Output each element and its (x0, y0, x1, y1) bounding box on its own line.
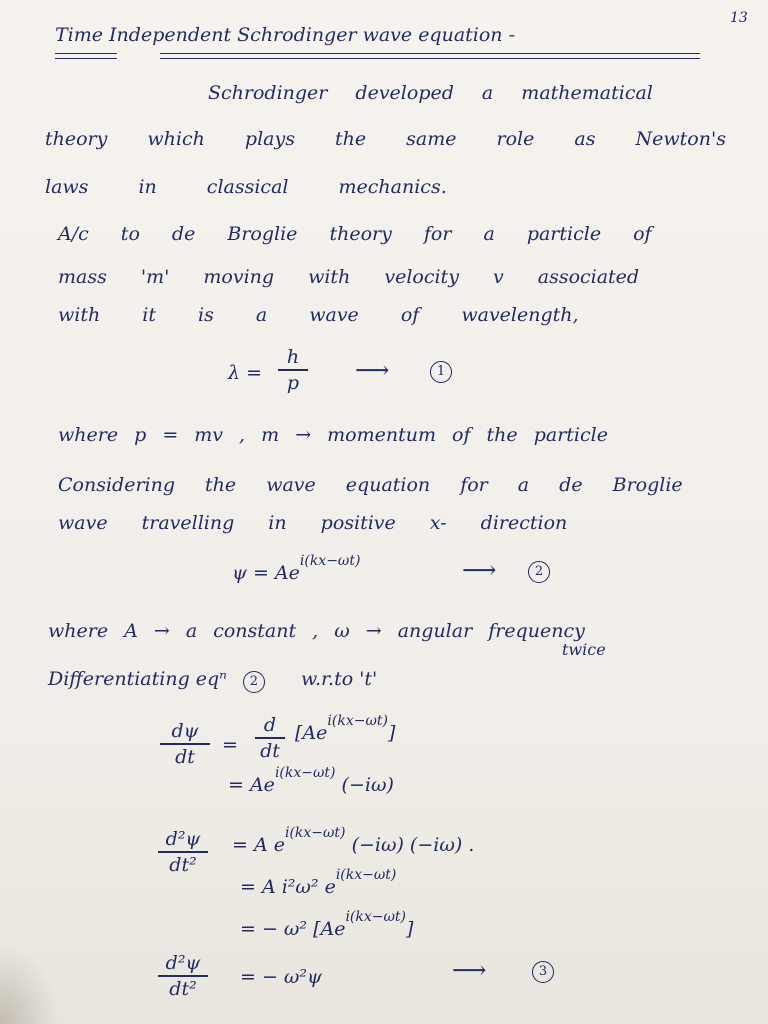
eq1-lhs: λ = (228, 362, 263, 384)
d2-line2-exponent: i(kx−ωt) (335, 867, 397, 883)
intro-line-5: mass 'm' moving with velocity v associated (58, 266, 640, 288)
d2-line1-exponent: i(kx−ωt) (284, 825, 346, 841)
d2-line1-base: = A e (232, 834, 285, 856)
intro-line-1: Schrodinger developed a mathematical (208, 82, 653, 104)
d1-lhs-fraction (160, 720, 210, 768)
d1-operator-denominator: dt (260, 740, 280, 762)
d2-line3-exponent: i(kx−ωt) (345, 909, 407, 925)
fraction-bar (158, 975, 208, 977)
d2-line2-base: = A i²ω² e (240, 876, 336, 898)
eq2-arrow: ⟶ (462, 556, 497, 584)
eq3-arrow: ⟶ (452, 956, 487, 984)
eq2-number (528, 558, 550, 583)
page-shadow (0, 944, 60, 1024)
eq1-numerator: h (286, 346, 300, 368)
intro-line-2: theory which plays the same role as Newton's (45, 128, 726, 150)
d1-line2-tail: (−iω) (341, 774, 394, 796)
d2-lhs-denominator: dt² (169, 854, 197, 876)
eq3-label: 3 (532, 961, 554, 983)
eq2-base: ψ = Ae (232, 562, 300, 584)
d1-exponent: i(kx−ωt) (327, 713, 388, 729)
intro-line-3: laws in classical mechanics. (45, 176, 447, 198)
d1-operator-numerator: d (263, 714, 277, 736)
d1-lhs-numerator: dψ (171, 720, 199, 742)
d1-line2-exponent: i(kx−ωt) (274, 765, 336, 781)
d1-bracket-close: ] (387, 722, 396, 744)
title-underline (55, 58, 117, 59)
fraction-bar (160, 743, 210, 745)
eq3-lhs-denominator: dt² (169, 978, 197, 1000)
diff-twice: twice (562, 640, 606, 659)
eq3-rhs: = − ω²ψ (240, 966, 322, 988)
eq2-exponent: i(kx−ωt) (299, 553, 361, 569)
eq1-fraction (278, 346, 308, 394)
d2-line3-base: = − ω² [Ae (240, 918, 346, 940)
consider-line-1: Considering the wave equation for a de Broglie (58, 474, 683, 496)
fraction-bar (278, 369, 308, 371)
where-momentum: where p = mv , m → momentum of the particle (58, 424, 608, 446)
eq1-number (430, 358, 452, 383)
eq1-label: 1 (430, 361, 452, 383)
d1-bracket-open: [Ae (295, 722, 328, 744)
eq3-number (532, 958, 554, 983)
d2-line1-tail: (−iω) (−iω) . (351, 834, 475, 856)
consider-line-2: wave travelling in positive x- direction (58, 512, 568, 534)
eq1-arrow: ⟶ (355, 356, 390, 384)
intro-line-6: with it is a wave of wavelength, (58, 304, 579, 326)
diff-ref-label: 2 (243, 671, 265, 693)
fraction-bar (158, 851, 208, 853)
eq1-denominator: p (286, 372, 300, 394)
page-number: 13 (730, 10, 748, 26)
title-underline (160, 58, 700, 59)
d1-lhs-denominator: dt (175, 746, 195, 768)
eq3-lhs-numerator: d²ψ (165, 952, 201, 974)
equals-sign: = (222, 734, 238, 756)
intro-line-4: A/c to de Broglie theory for a particle of (58, 223, 652, 245)
diff-text: Differentiating eqⁿ (48, 668, 227, 690)
title-underline (55, 53, 117, 54)
differentiating-line (48, 668, 377, 693)
d2-lhs-numerator: d²ψ (165, 828, 201, 850)
fraction-bar (255, 737, 285, 739)
d1-line2-base: = Ae (228, 774, 275, 796)
d2-lhs-fraction (158, 828, 208, 876)
eq3-lhs-fraction (158, 952, 208, 1000)
d1-operator-fraction (255, 714, 285, 762)
d2-line3-close: ] (406, 918, 414, 940)
title-underline (160, 53, 700, 54)
where-constant: where A → a constant , ω → angular frequency (48, 620, 585, 642)
eq2-label: 2 (528, 561, 550, 583)
page-title: Time Independent Schrodinger wave equation - (55, 24, 516, 46)
diff-wrt: w.r.to 't' (300, 668, 378, 690)
